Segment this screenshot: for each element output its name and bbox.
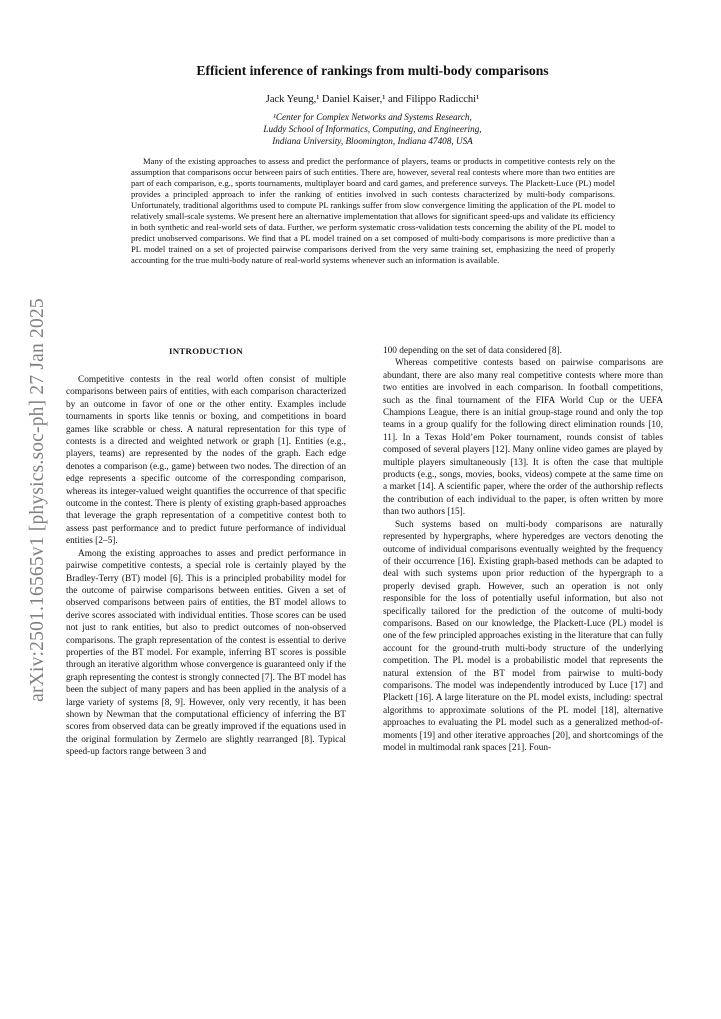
left-column xyxy=(66,345,346,759)
right-column xyxy=(383,345,663,754)
body-paragraph: Such systems based on multi-body comparisons are naturally represented by hypergraphs, where hyperedges are vectors denoting the outcome of individual comparisons eventually weighted by the frequency of their occurrence [16]. Existing graph-based methods can be adapted to deal with such systems upon prior reduction of the hypergraph to a properly devised graph. However, such an operation is not only responsible for the loss of potentially useful information, but also not specifically tailored for the prediction of the outcome of multi-body comparisons. Based on our knowledge, the Plackett-Luce (PL) model is one of the few principled approaches existing in the literature that can fully account for the ground-truth multi-body structure of the underlying competition. The PL model is a probabilistic model that represents the natural extension of the BT model from pairwise to multi-body comparisons. The model was independently introduced by Luce [17] and Plackett [16]. A large literature on the PL model exists, including: spectral algorithms to approximate solutions of the PL model [18], alternative approaches to evaluating the PL model such as a generalized method-of-moments [19] and other iterative approaches [20], and shortcomings of the model in multimodal rank spaces [21]. Foun- xyxy=(383,519,663,753)
paper-title: Efficient inference of rankings from multi-body comparisons xyxy=(196,63,549,78)
affiliation-line: Luddy School of Informatics, Computing, and Engineering, xyxy=(263,124,482,134)
section-heading-introduction: INTRODUCTION xyxy=(169,346,243,356)
body-paragraph: Competitive contests in the real world often consist of multiple comparisons between pairs of entities, with each comparison characterized by an outcome in favor of one or the other entity. Examples include tournaments in sports like tennis or boxing, and competitions in board games like scrabble or chess. A natural representation for this type of contests is a directed and weighted network or graph [1]. Entities (e.g., players, teams) are represented by the nodes of the graph. Each edge denotes a comparison (e.g., game) between two nodes. The direction of an edge represents a specific outcome of the corresponding comparison, whereas its integer-valued weight quantifies the occurrence of that specific outcome in the contest. There is plenty of existing graph-based approaches that leverage the graph representation of a competitive contest both to assess past performance and to predict future performance of individual entities [2–5]. xyxy=(66,375,346,547)
affiliation-line: Indiana University, Bloomington, Indiana 47408, USA xyxy=(272,136,473,146)
author-list: Jack Yeung,¹ Daniel Kaiser,¹ and Filippo Radicchi¹ xyxy=(265,94,480,105)
abstract: Many of the existing approaches to assess and predict the performance of players, teams or products in competitive contests rely on the assumption that comparisons occur between pairs of such entities. There are, however, several real contests where more than two entities are part of each comparison, e.g., sports tournaments, multiplayer board and card games, and preference surveys. The Plackett-Luce (PL) model provides a principled approach to infer the ranking of entities involved in such contests characterized by multi-body comparisons. Unfortunately, traditional algorithms used to compute PL rankings suffer from slow convergence limiting the application of the PL model to relatively small-scale systems. We present here an alternative implementation that allows for significant speed-ups and validate its efficiency in both synthetic and real-world sets of data. Further, we perform systematic cross-validation tests concerning the ability of the PL model to predict unobserved comparisons. We find that a PL model trained on a set composed of multi-body comparisons is more predictive than a PL model trained on a set of projected pairwise comparisons derived from the very same training set, emphasizing the need of properly accounting for the true multi-body nature of real-world systems whenever such an information is available. xyxy=(131,156,615,266)
body-paragraph: 100 depending on the set of data considered [8]. xyxy=(383,346,562,356)
body-paragraph: Whereas competitive contests based on pairwise comparisons are abundant, there are also many real competitive contests where more than two entities are involved in each comparison. In football competitions, such as the final tournament of the FIFA World Cup or the UEFA Champions League, there is an initial group-stage round and only the top teams in a group qualify for the following direct elimination rounds [10, 11]. In a Texas Hold’em Poker tournament, rounds consist of tables composed of several players [12]. Many online video games are played by multiple players simultaneously [13]. It is often the case that multiple products (e.g., songs, movies, books, videos) compete at the same time on a market [14]. A scientific paper, where the order of the authorship reflects the contribution of each individual to the paper, is often written by more than two authors [15]. xyxy=(383,358,663,518)
arxiv-identifier-sidebar xyxy=(8,290,68,710)
arxiv-identifier-text: arXiv:2501.16565v1 [physics.soc-ph] 27 Jan 2025 xyxy=(27,298,48,702)
affiliation-line: ¹Center for Complex Networks and Systems Research, xyxy=(273,112,472,122)
body-paragraph: Among the existing approaches to asses and predict performance in pairwise competitive contests, a special role is certainly played by the Bradley-Terry (BT) model [6]. This is a principled probability model for the outcome of pairwise comparisons between entities. Given a set of observed comparisons between pairs of entities, the BT model allows to derive scores associated with individual entities. Those scores can be used not just to rank entities, but also to predict outcomes of non-observed comparisons. The graph representation of the contest is essential to derive properties of the BT model. For example, inferring BT scores is possible through an iterative algorithm whose convergence is guaranteed only if the graph representing the contest is strongly connected [7]. The BT model has been the subject of many papers and has been applied in the analysis of a large variety of systems [8, 9]. However, only very recently, it has been shown by Newman that the computational efficiency of inferring the BT scores from observed data can be greatly improved if the equations used in the original formulation by Zermelo are slightly rearranged [8]. Typical speed-up factors range between 3 and xyxy=(66,548,346,758)
affiliation xyxy=(90,111,655,147)
